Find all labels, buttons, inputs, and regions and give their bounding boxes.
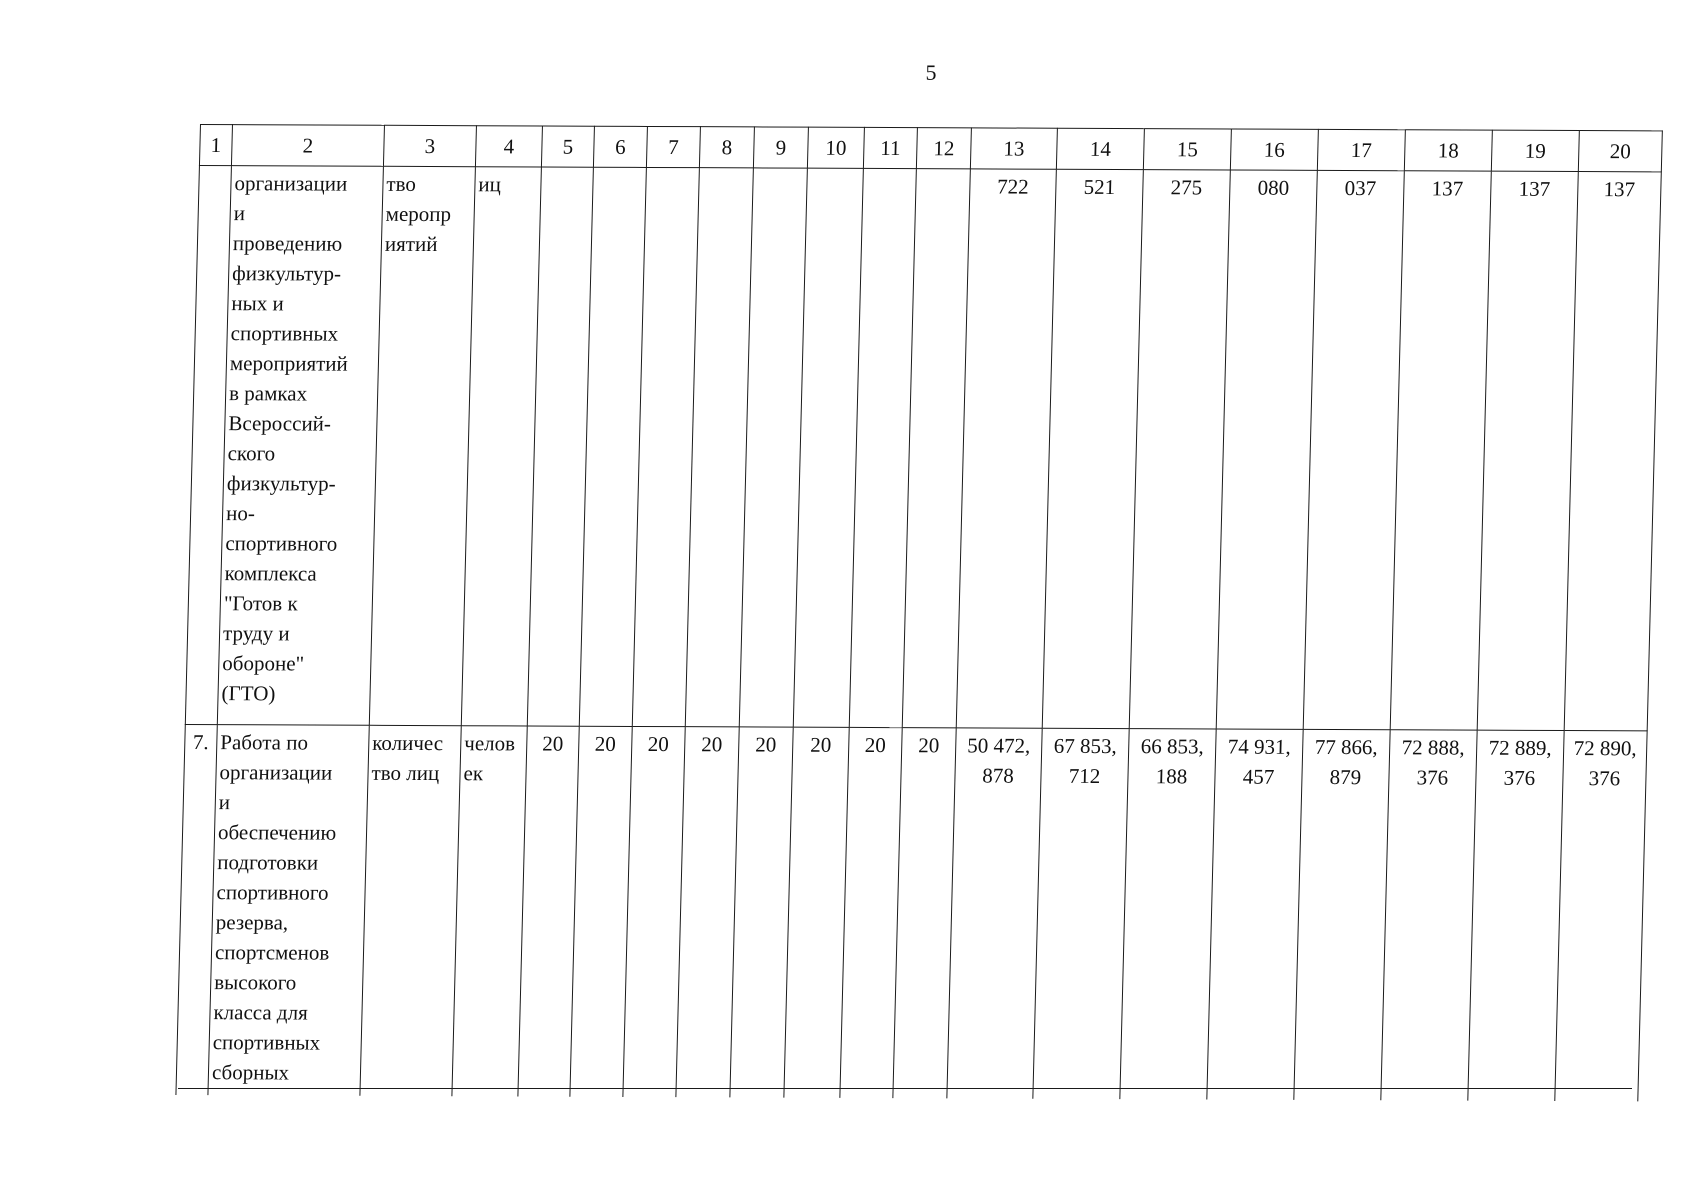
- page-number: 5: [925, 60, 937, 85]
- header-cell: 16: [1230, 129, 1318, 170]
- amount-cell: 66 853, 188: [1120, 729, 1216, 1100]
- value-cell: 20: [623, 726, 685, 1097]
- amount-cell: 137: [1477, 171, 1578, 730]
- unit-cell: иц: [461, 167, 541, 726]
- header-cell: 5: [541, 126, 594, 167]
- header-cell: 2: [231, 125, 384, 167]
- amount-cell: 080: [1216, 170, 1317, 729]
- value-cell: 20: [784, 727, 849, 1098]
- header-cell: 20: [1578, 131, 1662, 172]
- value-cell: 20: [518, 726, 579, 1097]
- amount-cell: 037: [1303, 170, 1404, 729]
- amount-cell: 72 890, 376: [1555, 731, 1647, 1102]
- data-table: [175, 124, 1662, 1101]
- amount-cell: 722: [956, 169, 1056, 728]
- value-cell: 20: [676, 727, 739, 1098]
- amount-cell: 72 888, 376: [1381, 730, 1477, 1101]
- value-cell: 20: [570, 726, 632, 1097]
- header-cell: 12: [916, 128, 971, 169]
- header-cell: 15: [1143, 129, 1231, 170]
- indicator-cell: тво меропр иятий: [369, 166, 475, 725]
- header-cell: 1: [199, 125, 232, 166]
- amount-cell: 275: [1129, 170, 1230, 729]
- unit-cell: челов ек: [452, 726, 527, 1097]
- header-cell: 6: [593, 126, 647, 167]
- header-cell: 8: [699, 127, 754, 168]
- header-cell: 11: [863, 127, 917, 168]
- table-row: [185, 166, 1661, 731]
- header-row: [199, 125, 1662, 172]
- header-cell: 13: [970, 128, 1057, 169]
- header-cell: 7: [646, 126, 700, 167]
- header-cell: 17: [1317, 129, 1405, 170]
- value-cell: 20: [893, 728, 956, 1099]
- indicator-cell: количес тво лиц: [360, 725, 461, 1096]
- amount-cell: 50 472, 878: [947, 728, 1042, 1099]
- value-cell: 20: [730, 727, 793, 1098]
- table-row: [176, 724, 1647, 1101]
- amount-cell: 72 889, 376: [1468, 730, 1564, 1101]
- header-cell: 18: [1404, 130, 1492, 171]
- header-cell: 4: [475, 126, 542, 167]
- amount-cell: 137: [1564, 172, 1661, 731]
- header-cell: 19: [1491, 130, 1579, 171]
- value-cell: 20: [840, 727, 902, 1098]
- header-cell: 3: [383, 125, 476, 166]
- work-name-cell: организации и проведению физкультур- ных и спортивных мероприятий в рамках Всероссий- ского физкультур- но- спортивного комплекса "Готов к труду и обороне" (ГТО): [217, 166, 383, 726]
- amount-cell: 521: [1042, 169, 1143, 728]
- header-cell: 10: [807, 127, 864, 168]
- header-cell: 14: [1056, 128, 1144, 169]
- amount-cell: 77 866, 879: [1294, 729, 1390, 1100]
- work-name-cell: Работа по организации и обеспечению подготовки спортивного резерва, спортсменов высокого класса для спортивных сборных: [208, 725, 369, 1096]
- amount-cell: 137: [1390, 171, 1491, 730]
- amount-cell: 74 931, 457: [1207, 729, 1303, 1100]
- header-cell: 9: [753, 127, 808, 168]
- table-bottom-border: [178, 1088, 1632, 1089]
- amount-cell: 67 853, 712: [1033, 728, 1129, 1099]
- row-number-cell: 7.: [176, 724, 217, 1095]
